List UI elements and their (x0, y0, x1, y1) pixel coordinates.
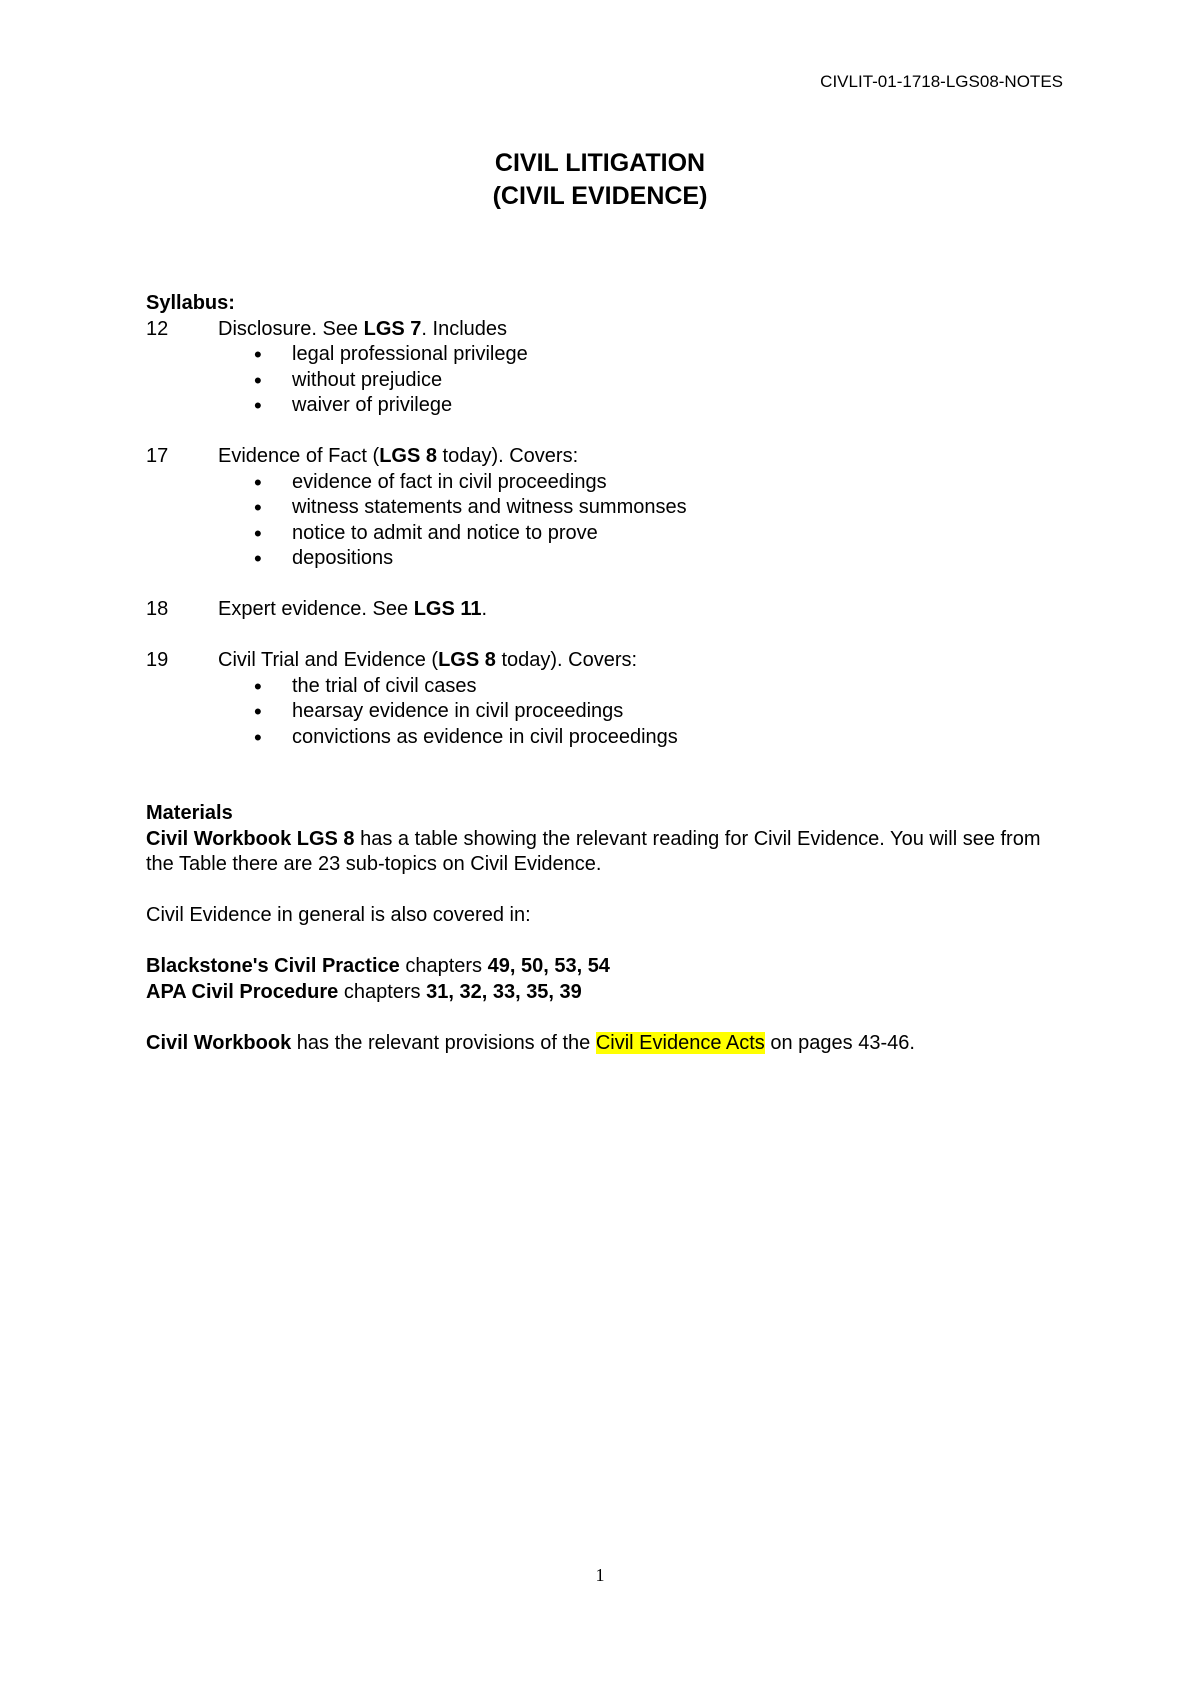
highlighted-text: Civil Evidence Acts (595, 1031, 765, 1054)
syllabus-item-text-post: today). Covers: (495, 649, 638, 671)
reference-blackstone (146, 954, 1066, 980)
syllabus-item-number: 18 (146, 598, 169, 620)
materials-paragraph (146, 827, 1066, 878)
workbook-end-text: on pages 43-46. (764, 1031, 915, 1054)
apa-text: chapters (338, 980, 427, 1003)
bullet-item: • depositions (146, 546, 1066, 572)
syllabus-item-ref: LGS 11 (413, 598, 482, 620)
workbook-title: Civil Workbook (146, 1031, 292, 1054)
bullet-list (146, 674, 1066, 751)
syllabus-item-ref: LGS 8 (438, 649, 496, 671)
blackstone-title: Blackstone's Civil Practice (146, 955, 400, 977)
syllabus-item-ref: LGS 7 (363, 317, 422, 340)
workbook-ref: Civil Workbook LGS 8 (146, 827, 355, 850)
bullet-list (146, 470, 1066, 572)
document-subtitle: (CIVIL EVIDENCE) (492, 182, 708, 210)
bullet-list (146, 342, 1066, 419)
bullet-item: • notice to admit and notice to prove (146, 521, 1066, 547)
blackstone-chapters: 49, 50, 53, 54 (487, 955, 610, 977)
apa-title: APA Civil Procedure (146, 980, 339, 1003)
materials-paragraph-text: has a table showing the relevant reading for Civil Evidence. You will see from the Table there are 23 sub-topics on Civil Evidence. (146, 827, 1041, 875)
page-number: 1 (595, 1565, 605, 1585)
bullet-item: • convictions as evidence in civil proceedings (146, 725, 1066, 751)
syllabus-item (146, 444, 1066, 572)
syllabus-item-text-pre: Disclosure. See (218, 317, 364, 340)
coverage-intro: Civil Evidence in general is also covered in: (146, 904, 531, 926)
bullet-item: • legal professional privilege (146, 342, 1066, 368)
document-reference: CIVLIT-01-1718-LGS08-NOTES (820, 72, 1063, 91)
syllabus-item-text-post: today). Covers: (436, 445, 579, 467)
syllabus-item (146, 597, 1066, 623)
syllabus-item-text-pre: Evidence of Fact ( (218, 445, 380, 467)
syllabus-item-ref: LGS 8 (379, 445, 437, 467)
syllabus-item-number: 17 (146, 445, 169, 467)
syllabus-item-text-pre: Civil Trial and Evidence ( (218, 649, 439, 671)
syllabus-item-text-pre: Expert evidence. See (218, 598, 414, 620)
bullet-item: • waiver of privilege (146, 393, 1066, 419)
workbook-provisions (146, 1031, 1066, 1057)
reference-apa (146, 980, 1066, 1006)
document-body (146, 291, 1066, 1056)
syllabus-item-text-post: . (481, 598, 488, 620)
syllabus-item-text-post: . Includes (421, 317, 508, 340)
syllabus-item (146, 317, 1066, 419)
bullet-item: • witness statements and witness summonses (146, 495, 1066, 521)
syllabus-item-number: 19 (146, 649, 169, 671)
document-title: CIVIL LITIGATION (494, 149, 706, 177)
workbook-text: has the relevant provisions of the (291, 1031, 596, 1054)
bullet-item: • without prejudice (146, 368, 1066, 394)
materials-heading: Materials (146, 802, 233, 824)
bullet-item: • hearsay evidence in civil proceedings (146, 699, 1066, 725)
blackstone-text: chapters (399, 955, 488, 977)
syllabus-item (146, 648, 1066, 750)
syllabus-heading: Syllabus: (146, 292, 235, 314)
bullet-item: • evidence of fact in civil proceedings (146, 470, 1066, 496)
syllabus-item-number: 12 (146, 317, 169, 340)
apa-chapters: 31, 32, 33, 35, 39 (426, 980, 582, 1003)
bullet-item: • the trial of civil cases (146, 674, 1066, 700)
